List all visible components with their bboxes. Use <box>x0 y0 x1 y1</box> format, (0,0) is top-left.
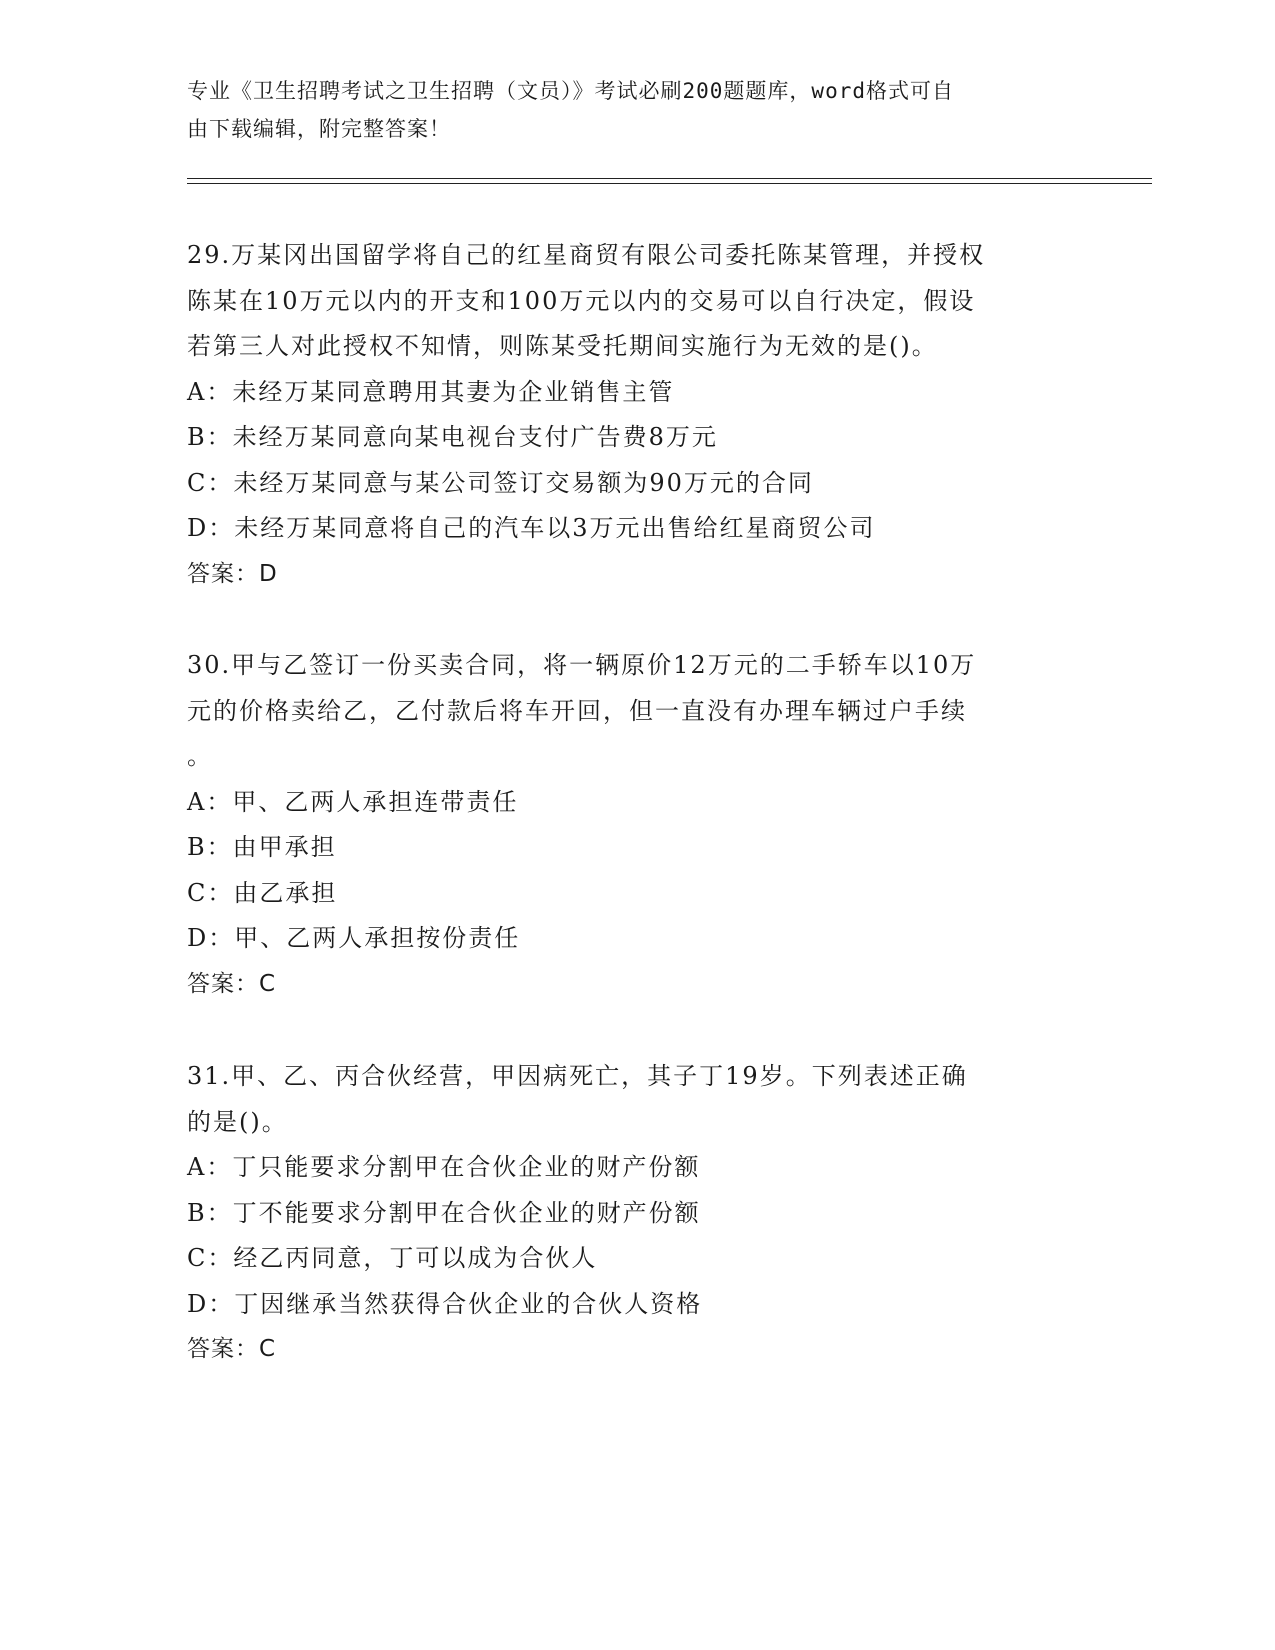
question-stem-line: 元的价格卖给乙，乙付款后将车开回，但一直没有办理车辆过户手续 <box>187 696 967 725</box>
question-stem-line: 31.甲、乙、丙合伙经营，甲因病死亡，其子丁19岁。下列表述正确 <box>187 1062 968 1090</box>
question-stem-line: 30.甲与乙签订一份买卖合同，将一辆原价12万元的二手轿车以10万 <box>187 651 977 679</box>
option-b: B：由甲承担 <box>187 833 337 861</box>
option-a: A：丁只能要求分割甲在合伙企业的财产份额 <box>187 1153 701 1181</box>
document-header <box>187 72 1067 148</box>
question-stem-line: 陈某在10万元以内的开支和100万元以内的交易可以自行决定，假设 <box>187 286 976 315</box>
header-line-1: 专业《卫生招聘考试之卫生招聘（文员）》考试必刷200题题库，word格式可自 <box>187 79 954 103</box>
option-c: C：由乙承担 <box>187 878 338 907</box>
question-stem-line: 。 <box>187 742 213 770</box>
question-29 <box>187 233 1087 597</box>
option-b: B：丁不能要求分割甲在合伙企业的财产份额 <box>187 1198 701 1227</box>
question-31 <box>187 1054 1087 1373</box>
option-b: B：未经万某同意向某电视台支付广告费8万元 <box>187 423 718 451</box>
header-divider-bottom <box>187 183 1152 184</box>
header-divider-top <box>187 178 1152 179</box>
answer: 答案：D <box>187 560 278 587</box>
option-a: A：未经万某同意聘用其妻为企业销售主管 <box>187 377 675 406</box>
option-d: D：丁因继承当然获得合伙企业的合伙人资格 <box>187 1289 703 1318</box>
question-stem-line: 29.万某冈出国留学将自己的红星商贸有限公司委托陈某管理，并授权 <box>187 241 986 269</box>
answer: 答案：C <box>187 970 277 997</box>
answer: 答案：C <box>187 1336 277 1362</box>
question-stem-line: 的是()。 <box>187 1107 288 1136</box>
question-stem-line: 若第三人对此授权不知情，则陈某受托期间实施行为无效的是()。 <box>187 332 938 360</box>
header-line-2: 由下载编辑，附完整答案！ <box>187 117 451 141</box>
option-d: D：甲、乙两人承担按份责任 <box>187 924 521 952</box>
question-30 <box>187 643 1087 1007</box>
option-a: A：甲、乙两人承担连带责任 <box>187 787 519 816</box>
option-d: D：未经万某同意将自己的汽车以3万元出售给红星商贸公司 <box>187 514 876 542</box>
option-c: C：未经万某同意与某公司签订交易额为90万元的合同 <box>187 468 814 497</box>
option-c: C：经乙丙同意，丁可以成为合伙人 <box>187 1244 598 1272</box>
